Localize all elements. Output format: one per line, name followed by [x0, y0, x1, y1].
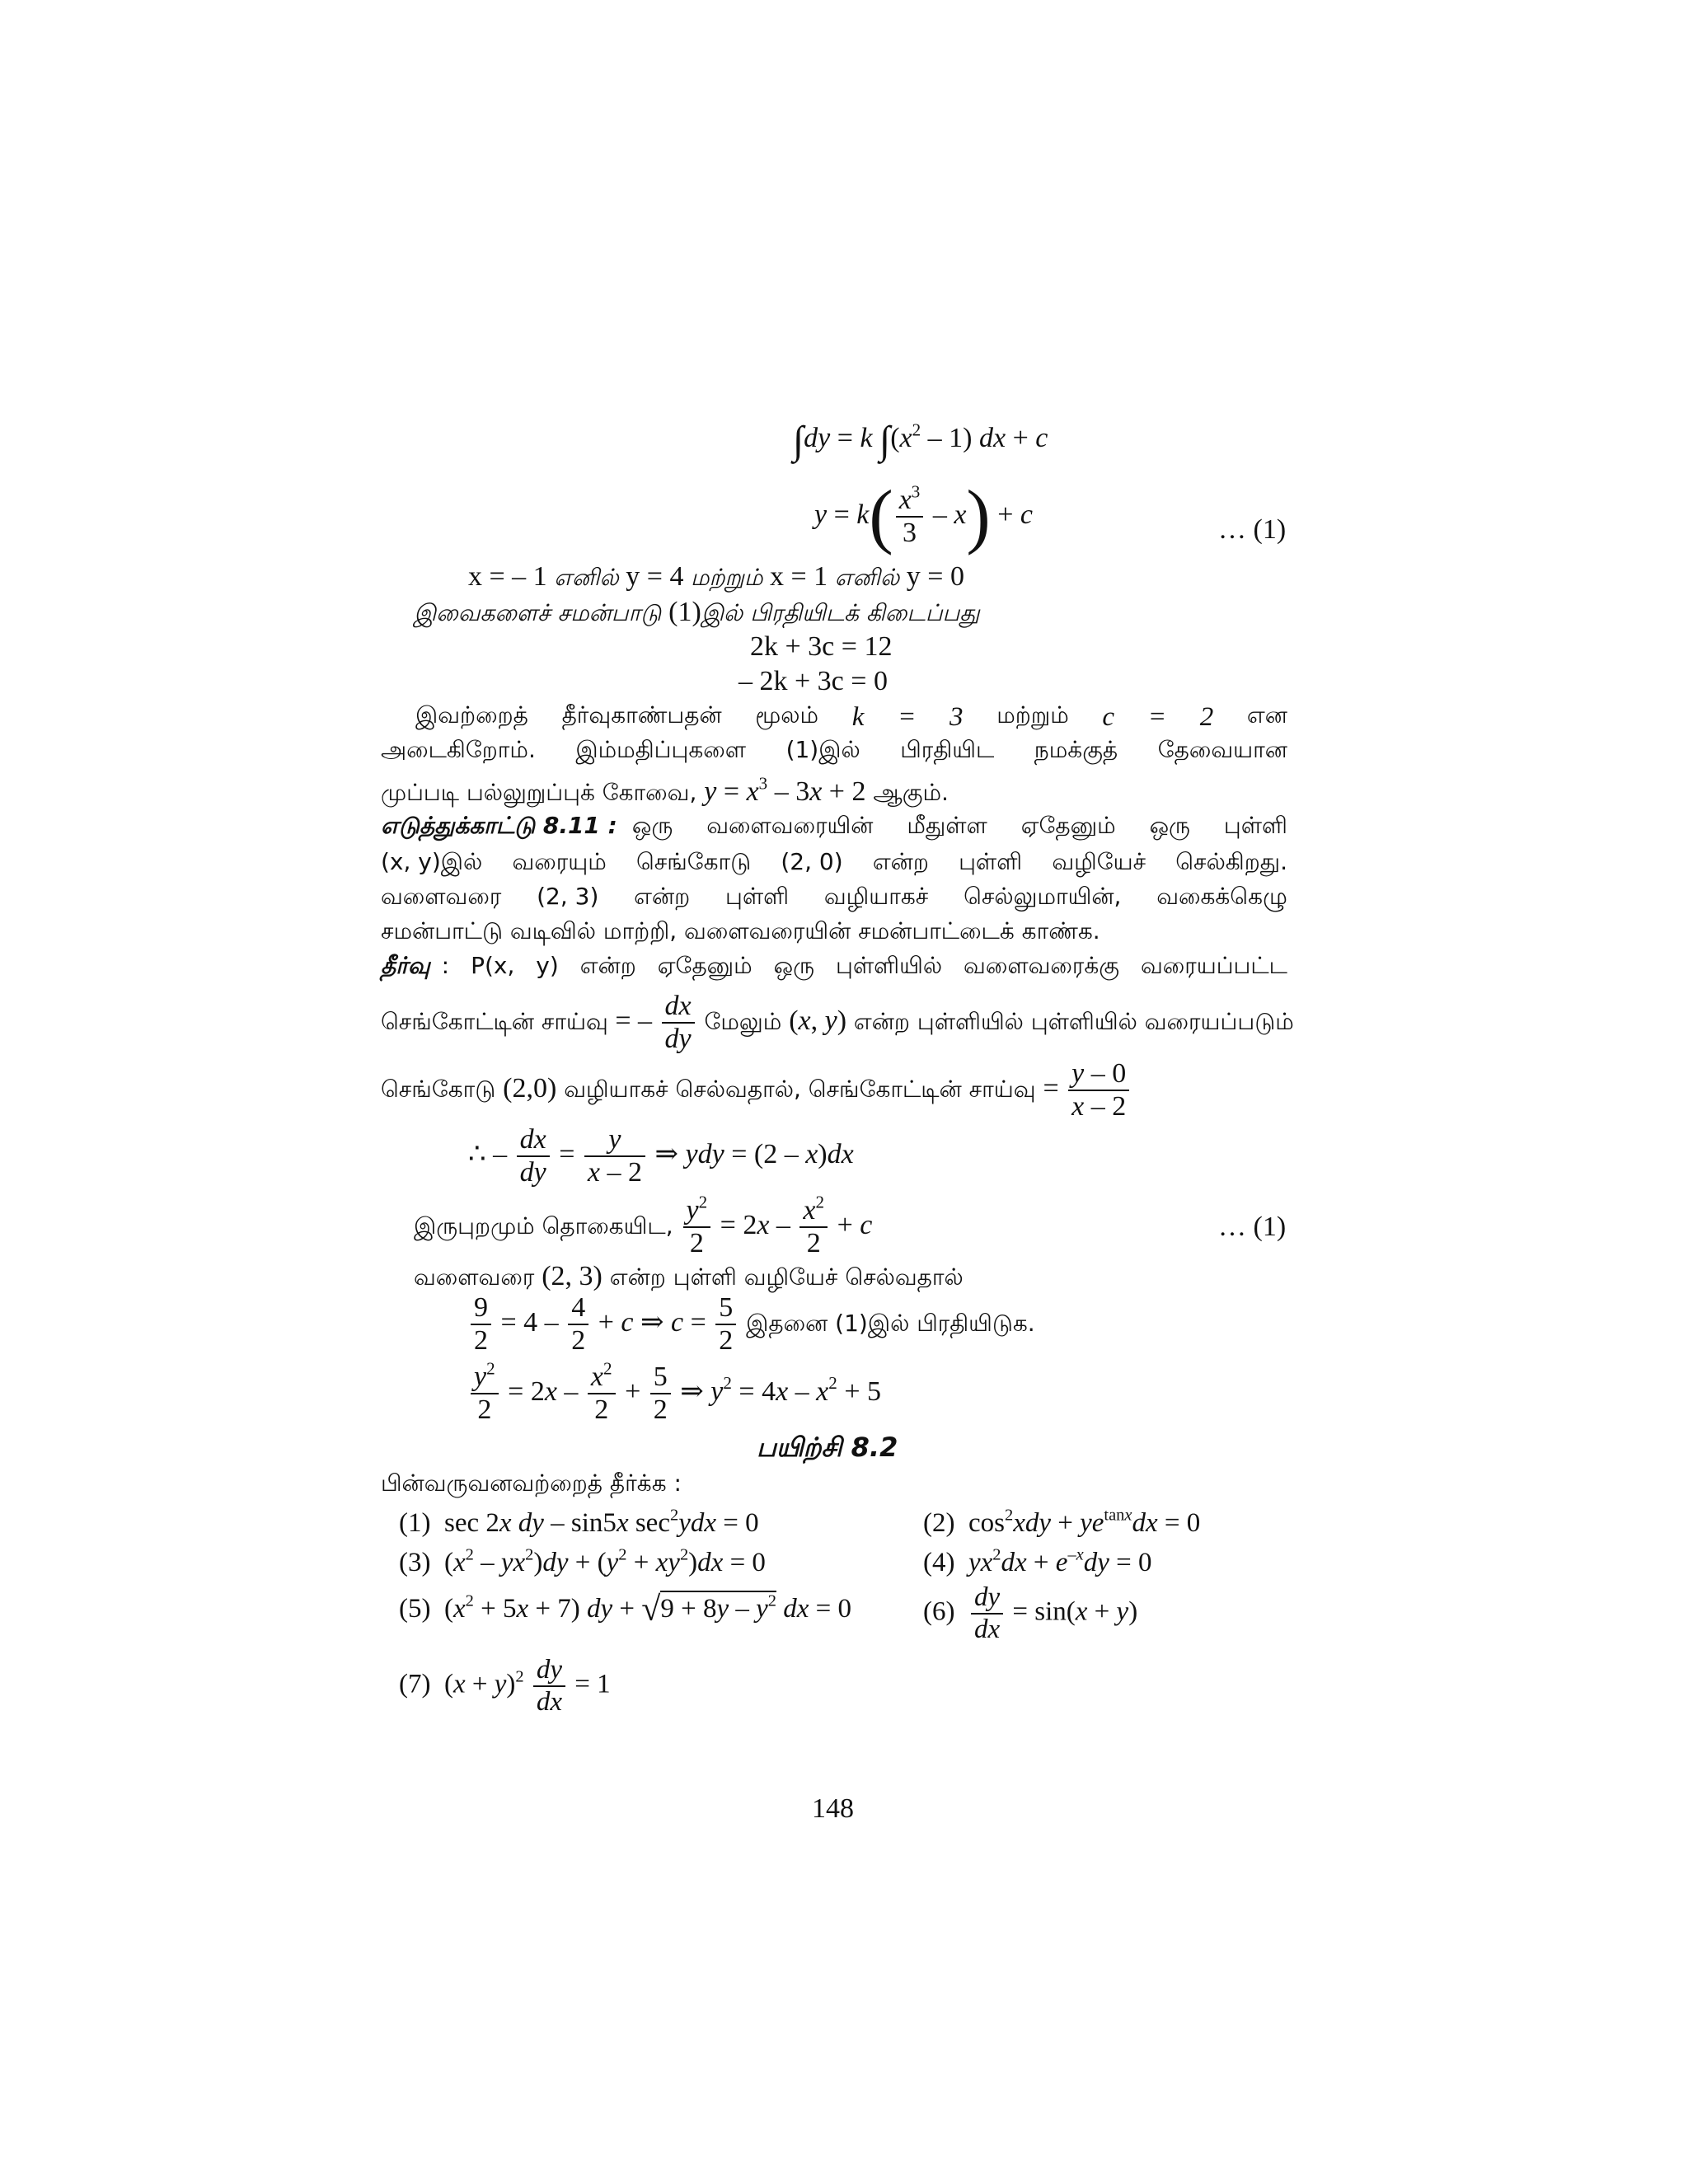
word: என்ற — [872, 848, 929, 875]
word: வரையப்பட்ட — [1140, 952, 1287, 979]
condition-line: x = – 1 எனில் y = 4 மற்றும் x = 1 எனில் y = 0 — [468, 561, 964, 592]
word: செங்கோடு — [635, 848, 752, 875]
equation-final: $\frac{y^2}{2}$ = 2x – $\frac{x^2}{2}$ + $\frac{5}{2}$ ⇒ $y^2 = 4x - x^2 + 5$ — [468, 1363, 881, 1424]
paragraph-line-1 — [415, 701, 1287, 732]
exercise-item-5: (5) $(x^2 + 5x + 7)$ dy + $√9 + 8y - y^2$ dx = 0 — [399, 1591, 852, 1629]
paragraph-line-2 — [381, 738, 1287, 762]
word: புள்ளி — [959, 848, 1023, 875]
word: 2 — [1199, 702, 1214, 732]
word: என்ற — [579, 952, 636, 979]
exercise-intro: பின்வருவனவற்றைத் தீர்க்க : — [381, 1469, 682, 1497]
word: (x, y)இல் — [381, 848, 483, 875]
word: y) — [536, 952, 559, 979]
word: ஒரு — [631, 812, 673, 839]
solution-integrate: இருபுறமும் தொகையிட, $\frac{y^2}{2}$ = 2x – $\frac{x^2}{2}$ + c — [414, 1192, 873, 1258]
example-title: எடுத்துக்காட்டு 8.11 : — [381, 812, 617, 839]
word: செல்கிறது. — [1175, 848, 1287, 875]
word: (2, 3) — [537, 883, 599, 910]
word: என்ற — [634, 883, 691, 910]
equation-integral: ∫dy = k $\int(x^2 - 1)$ dx + c — [793, 419, 1048, 462]
word: = — [1147, 702, 1167, 732]
solution-line-2: செங்கோட்டின் சாய்வு = – $\frac{dx}{dy}$ மேலும் (x, y) என்ற புள்ளியில் புள்ளியில் வரையப்படும் — [381, 991, 1294, 1054]
word: செல்லுமாயின், — [964, 883, 1122, 910]
word: (2, 0) — [781, 848, 843, 875]
word: வழியாகச் — [823, 883, 929, 910]
solution-title: தீர்வு — [381, 952, 430, 979]
word: வரையும் — [512, 848, 607, 875]
page-number: 148 — [812, 1793, 854, 1824]
example-line-2 — [381, 848, 1287, 875]
word: நமக்குத் — [1034, 736, 1118, 763]
substitute-line: இவைகளைச் சமன்பாடு (1)இல் பிரதியிடக் கிடைப்பது — [414, 597, 980, 627]
example-line-4: சமன்பாட்டு வடிவில் மாற்றி, வளைவரையின் சமன்பாட்டைக் காண்க. — [381, 917, 1100, 944]
equation-number: … (1) — [1218, 1212, 1287, 1242]
equation-system-2: – 2k + 3c = 0 — [738, 666, 888, 696]
word: c — [1102, 702, 1115, 732]
word: ஒரு — [1149, 812, 1190, 839]
word: : — [441, 952, 450, 979]
word: புள்ளி — [725, 883, 790, 910]
example-line-3 — [381, 885, 1287, 908]
word: மற்றும் — [996, 701, 1069, 729]
equation-therefore: ∴ – $\frac{dx}{dy}$ = $\frac{y}{x - 2}$ ⇒ ydy = (2 – x)dx — [468, 1124, 854, 1188]
word: ஏதேனும் — [1020, 812, 1116, 839]
word: பிரதியிட — [900, 736, 995, 763]
example-line-1 — [381, 814, 1287, 837]
exercise-item-7: (7) $(x + y)^2$ $\frac{dy}{dx}$ = 1 — [399, 1655, 611, 1717]
word: (1)இல் — [785, 736, 860, 763]
word: 3 — [950, 702, 964, 732]
word: ஒரு — [773, 952, 815, 979]
word: இவற்றைத் — [415, 701, 528, 729]
equation-find-c: $\frac{9}{2}$ = 4 – $\frac{4}{2}$ + c ⇒ c = $\frac{5}{2}$ இதனை (1)இல் பிரதியிடுக. — [468, 1294, 1035, 1355]
word: வளைவரை — [381, 883, 502, 910]
word: k — [851, 702, 865, 732]
word: மீதுள்ள — [907, 812, 987, 839]
word: தீர்வுகாண்பதன் — [561, 701, 722, 729]
equation-number: … (1) — [1218, 514, 1287, 545]
word: ஏதேனும் — [657, 952, 753, 979]
exercise-item-4: (4) $yx^2dx + e^{-x}dy = 0$ — [923, 1545, 1152, 1577]
solution-line-1 — [381, 954, 1287, 977]
word: அடைகிறோம். — [381, 736, 536, 763]
word: வழியேச் — [1052, 848, 1146, 875]
word: வகைக்கெழு — [1156, 883, 1287, 910]
paragraph-line-3: முப்படி பல்லுறுப்புக் கோவை, $y = x^3 - 3x + 2$ ஆகும். — [381, 773, 949, 807]
word: வளைவரைக்கு — [964, 952, 1119, 979]
exercise-item-2: (2) $\cos^2xdy + ye^{tanx}dx = 0$ — [923, 1506, 1201, 1538]
word: தேவையான — [1157, 736, 1287, 763]
exercise-title: பயிற்சி 8.2 — [757, 1432, 898, 1463]
equation-system-1: 2k + 3c = 12 — [750, 631, 893, 662]
solution-passes: வளைவரை (2, 3) என்ற புள்ளி வழியேச் செல்வதால் — [414, 1261, 964, 1291]
exercise-item-1: (1) sec 2x dy – sin5x $\sec^2ydx = 0$ — [399, 1506, 759, 1538]
word: P(x, — [471, 952, 515, 979]
exercise-item-6: (6) $\frac{dy}{dx}$ = sin(x + y) — [923, 1582, 1138, 1644]
word: மூலம் — [755, 701, 819, 729]
word: புள்ளியில் — [836, 952, 943, 979]
exercise-item-3: (3) $(x^2 - yx^2)dy + (y^2 + xy^2)dx = 0$ — [399, 1545, 766, 1577]
word: என — [1246, 701, 1287, 729]
word: இம்மதிப்புகளை — [575, 736, 746, 763]
word: வளைவரையின் — [706, 812, 874, 839]
word: புள்ளி — [1223, 812, 1287, 839]
word: = — [898, 702, 917, 732]
equation-y-k: y = k( $\frac{x^3}{3}$ – x) + c — [814, 476, 1034, 556]
solution-line-3: செங்கோடு (2,0) வழியாகச் செல்வதால், செங்கோட்டின் சாய்வு = $\frac{y - 0}{x - 2}$ — [381, 1060, 1132, 1121]
